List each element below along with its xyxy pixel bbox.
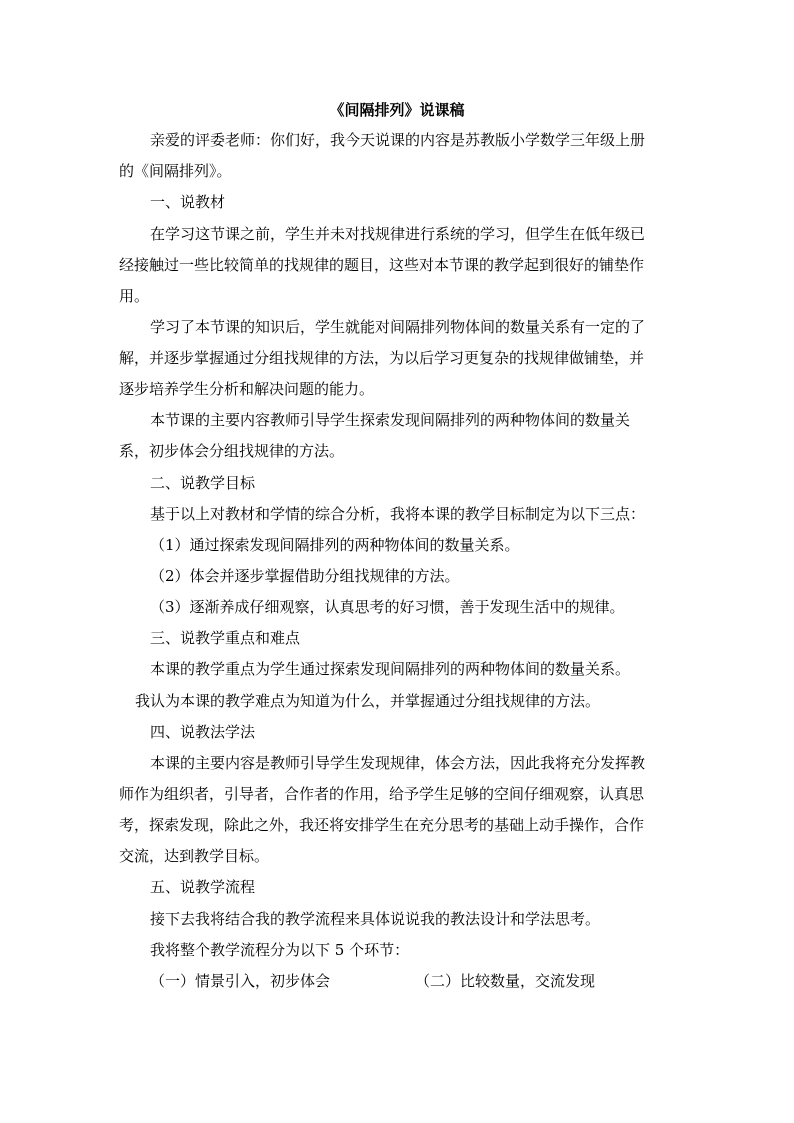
paragraph-line: 我将整个教学流程分为以下 5 个环节： (150, 941, 410, 959)
paragraph-line: 基于以上对教材和学情的综合分析，我将本课的教学目标制定为以下三点： (150, 505, 646, 523)
paragraph-line: 用。 (119, 287, 150, 305)
paragraph-line: 我认为本课的教学难点为知道为什么，并掌握通过分组找规律的方法。 (135, 692, 601, 710)
paragraph-line: 师作为组织者，引导者，合作者的作用，给予学生足够的空间仔细观察，认真思 (119, 785, 645, 803)
step-item: （二）比较数量，交流发现 (415, 972, 596, 990)
paragraph-line: 经接触过一些比较简单的找规律的题目，这些对本节课的教学起到很好的铺垫作 (119, 256, 645, 274)
paragraph-line: 本课的教学重点为学生通过探索发现间隔排列的两种物体间的数量关系。 (150, 660, 631, 678)
section-heading: 三、说教学重点和难点 (150, 629, 301, 647)
step-item: （一）情景引入，初步体会 (150, 972, 331, 990)
paragraph-line: 学习了本节课的知识后，学生就能对间隔排列物体间的数量关系有一定的了 (150, 318, 646, 336)
paragraph-line: 亲爱的评委老师：你们好，我今天说课的内容是苏教版小学数学三年级上册 (150, 131, 646, 149)
paragraph-line: 考，探索发现，除此之外，我还将安排学生在充分思考的基础上动手操作，合作 (119, 816, 645, 834)
section-heading: 五、说教学流程 (150, 878, 256, 896)
paragraph-line: 系，初步体会分组找规律的方法。 (119, 442, 345, 460)
step-row (150, 970, 670, 992)
list-item: （1）通过探索发现间隔排列的两种物体间的数量关系。 (150, 536, 520, 554)
paragraph-line: 的《间隔排列》。 (119, 162, 232, 180)
list-item: （2）体会并逐步掌握借助分组找规律的方法。 (150, 567, 460, 585)
paragraph-line: 交流，达到教学目标。 (119, 847, 270, 865)
paragraph-line: 本节课的主要内容教师引导学生探索发现间隔排列的两种物体间的数量关 (150, 411, 631, 429)
paragraph-line: 逐步培养学生分析和解决问题的能力。 (119, 380, 375, 398)
paragraph-line: 接下去我将结合我的教学流程来具体说说我的教法设计和学法思考。 (150, 910, 601, 928)
paragraph-line: 本课的主要内容是教师引导学生发现规律，体会方法，因此我将充分发挥教 (150, 754, 646, 772)
paragraph-line: 解，并逐步掌握通过分组找规律的方法，为以后学习更复杂的找规律做铺垫，并 (119, 349, 645, 367)
section-heading: 二、说教学目标 (150, 474, 256, 492)
section-heading: 一、说教材 (150, 193, 226, 211)
section-heading: 四、说教法学法 (150, 723, 256, 741)
document-title: 《间隔排列》说课稿 (329, 101, 465, 119)
paragraph-line: 在学习这节课之前，学生并未对找规律进行系统的学习，但学生在低年级已 (150, 225, 646, 243)
list-item: （3）逐渐养成仔细观察，认真思考的好习惯，善于发现生活中的规律。 (150, 598, 625, 616)
